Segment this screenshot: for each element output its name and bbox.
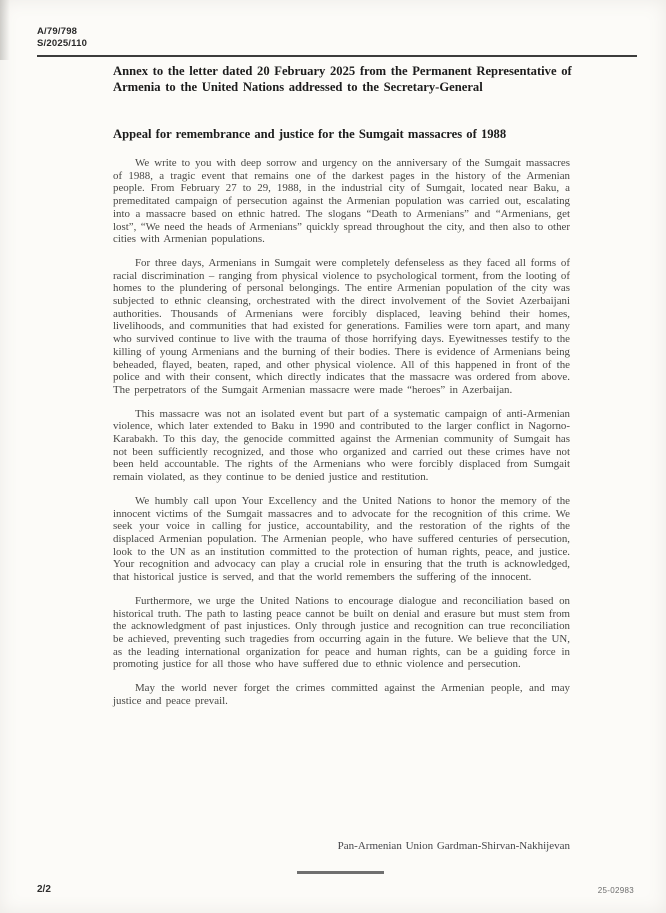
paragraph-4: We humbly call upon Your Excellency and the United Nations to honor the memory of the innocent victims of the Sumgait massacres and to advocate for the recognition of this crime. We seek your voice in calling for justice, accountability, and the restoration of the rights of the displaced Armenian population. The Armenian people, who have suffered centuries of persecution, look to the UN as an institution committed to the protection of human rights, peace, and justice. Your recognition and advocacy can play a crucial role in ensuring that the truth is acknowledged, that historical justice is served, and that the world remembers the suffering of the innocent.	[113, 494, 570, 584]
annex-title: Annex to the letter dated 20 February 2025 from the Permanent Representative of Armenia to the United Nations addressed to the Secretary-General	[113, 64, 572, 94]
page-number: 2/2	[37, 884, 51, 895]
paragraph-2: For three days, Armenians in Sumgait were completely defenseless as they faced all forms of racial discrimination – ranging from physical violence to psychological torment, from the looting of homes to the plundering of personal belongings. The entire Armenian population of the city was subjected to ethnic cleansing, orchestrated with the direct involvement of the Soviet Azerbaijani authorities. Thousands of Armenians were forcibly displaced, leaving behind their homes, livelihoods, and communities that had existed for generations. Families were torn apart, and many who survived continue to live with the trauma of those horrifying days. Eyewitnesses testify to the killing of young Armenians and the burning of their bodies. There is evidence of Armenians being beheaded, flayed, beaten, raped, and other physical violence. All of this happened in front of the police and with their consent, which directly indicates that the massacre was ordered from above. The perpetrators of the Sumgait Armenian massacre were made “heroes” in Azerbaijan.	[113, 256, 570, 396]
masthead-divider	[37, 55, 637, 57]
document-symbols	[37, 26, 87, 49]
appeal-subtitle: Appeal for remembrance and justice for the Sumgait massacres of 1988	[113, 127, 507, 141]
scan-artifact-edge	[0, 0, 10, 60]
paragraph-1: We write to you with deep sorrow and urgency on the anniversary of the Sumgait massacres of 1988, a tragic event that remains one of the darkest pages in the history of the Armenian people. From February 27 to 29, 1988, in the industrial city of Sumgait, located near Baku, a premeditated campaign of persecution against the Armenian population was carried out, escalating into a massacre based on ethnic hatred. The slogans “Death to Armenians” and “Armenians, get lost”, “We need the heads of Armenians” quickly spread throughout the city, and then also to other cities with Armenian populations.	[113, 157, 570, 246]
job-number: 25-02983	[597, 886, 634, 895]
paragraph-6: May the world never forget the crimes committed against the Armenian people, and may justice and peace prevail.	[113, 682, 570, 707]
letter-body	[113, 157, 570, 718]
document-symbol-security-council: S/2025/110	[37, 37, 88, 49]
paragraph-5: Furthermore, we urge the United Nations to encourage dialogue and reconciliation based on historical truth. The path to lasting peace cannot be built on denial and erasure but must stem from the acknowledgment of past injustices. Only through justice and recognition can true reconciliation be achieved, preventing such tragedies from occurring again in the future. We believe that the UN, as the leading international organization for peace and human rights, can be a guiding force in promoting justice for all those who have suffered due to ethnic violence and persecution.	[113, 594, 570, 671]
signature-line: Pan-Armenian Union Gardman-Shirvan-Nakhijevan	[337, 840, 570, 852]
document-symbol-assembly: A/79/798	[37, 26, 78, 37]
paragraph-3: This massacre was not an isolated event but part of a systematic campaign of anti-Armenian violence, which later extended to Baku in 1990 and contributed to the larger conflict in Nagorno-Karabakh. To this day, the genocide committed against the Armenian community of Sumgait has not been sufficiently recognized, and those who organized and carried out these crimes have not been held accountable. The rights of the Armenians who were forcibly displaced from Sumgait remain violated, as they continue to be denied justice and restitution.	[113, 407, 570, 484]
end-of-document-divider	[297, 871, 384, 874]
